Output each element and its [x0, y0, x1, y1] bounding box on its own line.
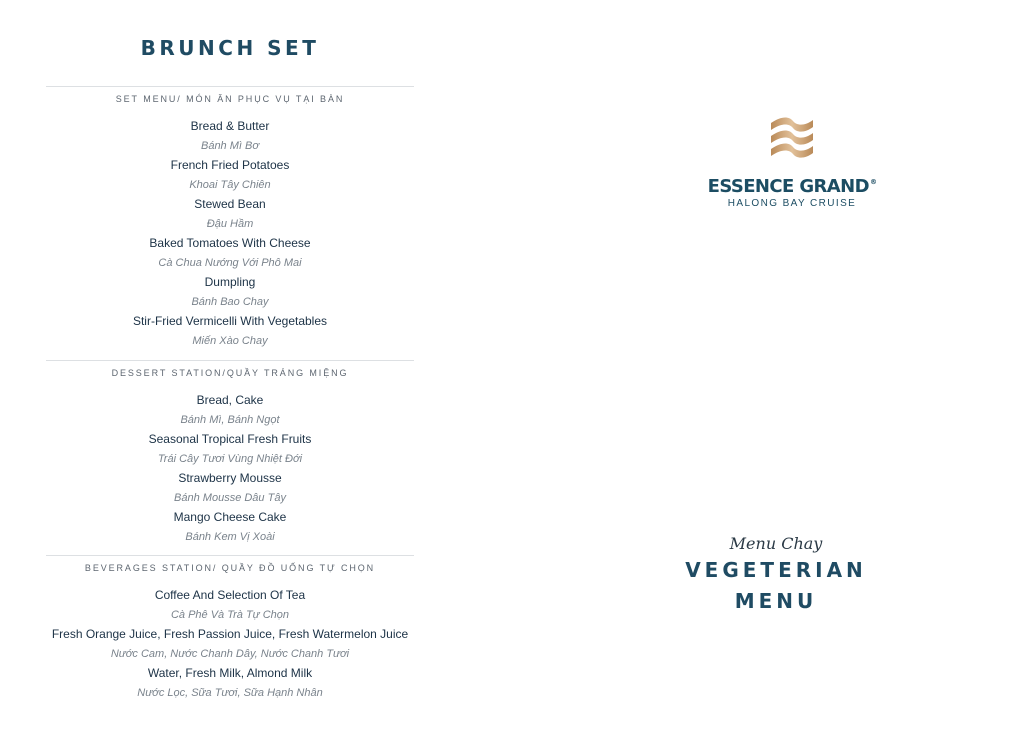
item-name-vi: Bánh Mì Bơ: [200, 139, 259, 152]
section-divider: [46, 86, 414, 87]
item-name-en: Stir-Fried Vermicelli With Vegetables: [132, 314, 328, 328]
menu-item: [46, 391, 414, 430]
section-divider: [46, 360, 414, 361]
item-name-vi: Bánh Bao Chay: [191, 295, 269, 308]
menu-item: [46, 469, 414, 508]
item-list: [46, 117, 414, 351]
section-label: BEVERAGES STATION/ QUẦY ĐỒ UỐNG TỰ CHỌN: [84, 563, 376, 573]
item-name-en: Baked Tomatoes With Cheese: [149, 236, 311, 250]
menu-item: [46, 312, 414, 351]
vegetarian-menu-heading: [676, 534, 876, 615]
item-name-vi: Khoai Tây Chiên: [189, 178, 271, 191]
registered-mark: ®: [869, 178, 877, 186]
item-name-vi: Trái Cây Tươi Vùng Nhiệt Đới: [157, 452, 303, 465]
item-name-en: French Fried Potatoes: [170, 158, 290, 172]
menu-item: [46, 234, 414, 273]
item-name-en: Bread & Butter: [190, 119, 270, 133]
item-name-en: Fresh Orange Juice, Fresh Passion Juice, Fresh Watermelon Juice: [51, 627, 409, 641]
item-name-vi: Cà Phê Và Trà Tự Chọn: [170, 608, 290, 621]
item-name-en: Seasonal Tropical Fresh Fruits: [148, 432, 312, 446]
menu-title: BRUNCH SET: [140, 36, 320, 60]
item-name-en: Strawberry Mousse: [178, 471, 282, 485]
menu-item: [46, 156, 414, 195]
item-name-vi: Bánh Kem Vị Xoài: [185, 530, 275, 543]
brand-tagline: HALONG BAY CRUISE: [727, 198, 857, 209]
item-name-en: Mango Cheese Cake: [173, 510, 287, 524]
section-label: SET MENU/ MÓN ĂN PHỤC VỤ TẠI BÀN: [115, 94, 345, 104]
menu-chay-script: Menu Chay: [729, 534, 823, 553]
menu-item: [46, 195, 414, 234]
section-label: DESSERT STATION/QUẦY TRÁNG MIỆNG: [111, 368, 349, 378]
menu-item: [46, 625, 414, 664]
item-name-en: Water, Fresh Milk, Almond Milk: [147, 666, 313, 680]
brand-name: [699, 176, 885, 197]
beverages-section: [46, 555, 414, 703]
item-name-en: Stewed Bean: [194, 197, 266, 211]
section-divider: [46, 555, 414, 556]
essence-grand-logo: [699, 114, 885, 209]
menu-item: [46, 586, 414, 625]
item-name-en: Bread, Cake: [196, 393, 264, 407]
menu-item: [46, 508, 414, 547]
vegetarian-title-line1: VEGETERIAN: [685, 558, 867, 582]
dessert-section: [46, 360, 414, 547]
item-name-vi: Đậu Hầm: [206, 217, 254, 230]
item-name-vi: Nước Cam, Nước Chanh Dây, Nước Chanh Tươi: [110, 647, 350, 660]
item-name-vi: Nước Lọc, Sữa Tươi, Sữa Hạnh Nhân: [137, 686, 323, 699]
item-name-vi: Bánh Mousse Dâu Tây: [174, 491, 286, 504]
item-name-vi: Cà Chua Nướng Với Phô Mai: [158, 256, 302, 269]
menu-item: [46, 273, 414, 312]
menu-item: [46, 664, 414, 703]
menu-item: [46, 117, 414, 156]
item-list: [46, 586, 414, 703]
gold-waves-icon: [767, 114, 817, 164]
brand-text: ESSENCE GRAND: [707, 176, 869, 197]
set-menu-section: [46, 86, 414, 351]
vegetarian-title-line2: MENU: [734, 589, 818, 613]
item-name-vi: Bánh Mì, Bánh Ngọt: [180, 413, 280, 426]
menu-item: [46, 430, 414, 469]
item-name-en: Dumpling: [204, 275, 256, 289]
item-name-vi: Miến Xào Chay: [192, 334, 268, 347]
item-list: [46, 391, 414, 547]
item-name-en: Coffee And Selection Of Tea: [154, 588, 306, 602]
